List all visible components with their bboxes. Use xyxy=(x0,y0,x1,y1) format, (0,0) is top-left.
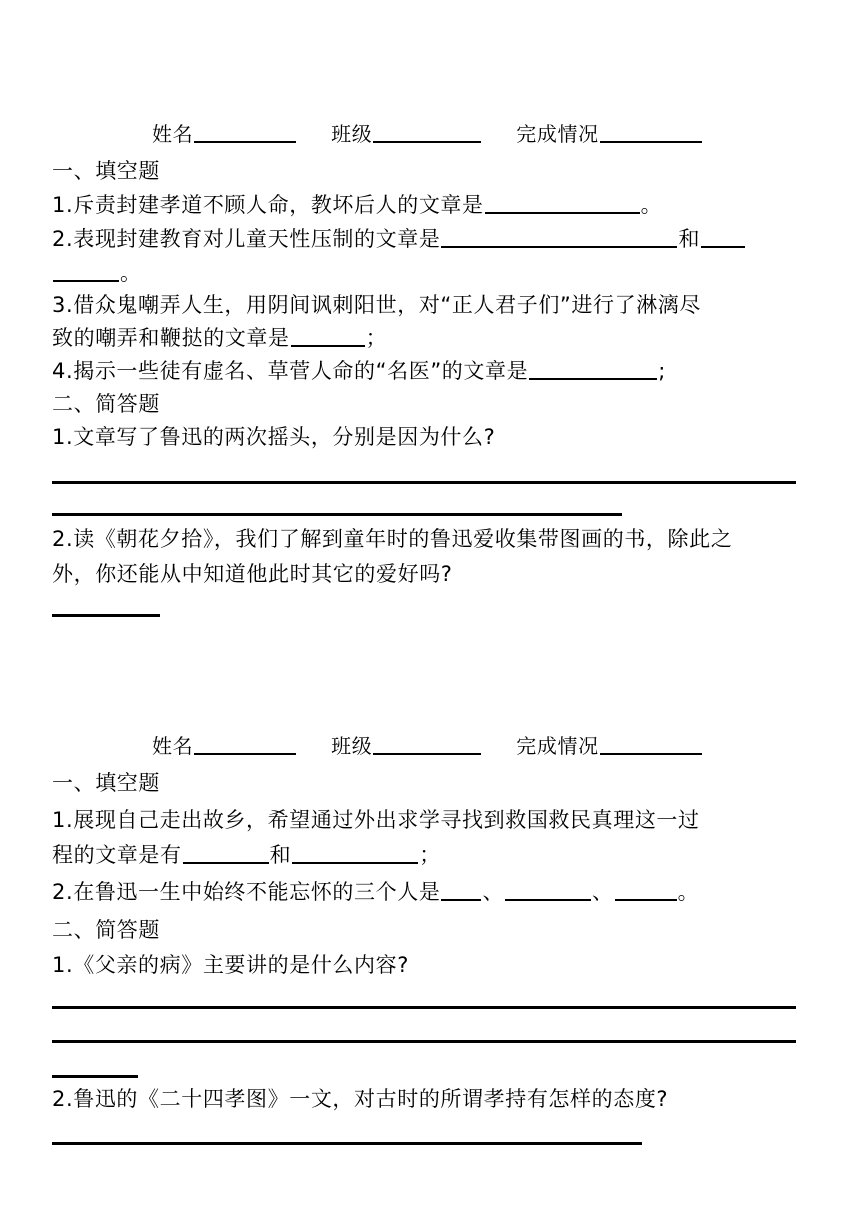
question-2-1: 1.文章写了鲁迅的两次摇头，分别是因为什么? xyxy=(52,425,496,449)
name-blank[interactable] xyxy=(194,141,296,143)
answer-line[interactable] xyxy=(52,614,160,617)
answer-line[interactable] xyxy=(52,481,796,484)
answer-line[interactable] xyxy=(52,1006,796,1009)
answer-blank[interactable] xyxy=(441,899,481,901)
question-1-1-cont: 程的文章是有 和 ； xyxy=(52,843,441,867)
class-label: 班级 xyxy=(331,122,373,146)
answer-line[interactable] xyxy=(52,1075,138,1078)
answer-blank[interactable] xyxy=(485,212,640,214)
name-blank[interactable] xyxy=(194,753,296,755)
answer-blank[interactable] xyxy=(505,899,591,901)
question-1-2: 2.表现封建教育对儿童天性压制的文章是 和 xyxy=(52,225,746,253)
class-label: 班级 xyxy=(331,734,373,758)
question-1-2-cont: 。 xyxy=(52,259,142,287)
section-heading-fill-in: 一、填空题 xyxy=(52,771,160,795)
answer-blank[interactable] xyxy=(291,345,365,347)
question-2-1: 1.《父亲的病》主要讲的是什么内容? xyxy=(52,953,409,977)
answer-line[interactable] xyxy=(52,1142,642,1145)
question-1-4: 4.揭示一些徒有虚名、草菅人命的“名医”的文章是 ; xyxy=(52,359,666,383)
status-blank[interactable] xyxy=(600,141,702,143)
class-blank[interactable] xyxy=(373,753,481,755)
question-1-3: 3.借众鬼嘲弄人生，用阴间讽刺阳世，对“正人君子们”进行了淋漓尽 xyxy=(52,293,701,317)
name-label: 姓名 xyxy=(152,122,194,146)
student-info-header xyxy=(152,732,703,760)
answer-blank[interactable] xyxy=(701,246,745,248)
question-2-2: 2.鲁迅的《二十四孝图》一文，对古时的所谓孝持有怎样的态度? xyxy=(52,1087,669,1111)
section-heading-short-answer: 二、简答题 xyxy=(52,392,160,416)
question-2-2: 2.读《朝花夕拾》，我们了解到童年时的鲁迅爱收集带图画的书，除此之 xyxy=(52,527,733,551)
answer-blank[interactable] xyxy=(529,378,657,380)
question-1-1: 1.斥责封建孝道不顾人命，教坏后人的文章是 。 xyxy=(52,193,663,217)
answer-blank[interactable] xyxy=(53,280,119,282)
answer-blank[interactable] xyxy=(441,246,677,248)
section-heading-short-answer: 二、简答题 xyxy=(52,918,160,942)
answer-blank[interactable] xyxy=(292,862,418,864)
class-blank[interactable] xyxy=(373,141,481,143)
answer-blank[interactable] xyxy=(183,862,269,864)
status-label: 完成情况 xyxy=(516,734,599,758)
question-1-3-cont: 致的嘲弄和鞭挞的文章是 ； xyxy=(52,326,388,350)
question-1-2: 2.在鲁迅一生中始终不能忘怀的三个人是 、 、 。 xyxy=(52,880,700,904)
question-1-1: 1.展现自己走出故乡，希望通过外出求学寻找到救国救民真理这一过 xyxy=(52,808,700,832)
answer-line[interactable] xyxy=(52,513,622,516)
name-label: 姓名 xyxy=(152,734,194,758)
answer-line[interactable] xyxy=(52,1040,796,1043)
answer-blank[interactable] xyxy=(615,899,677,901)
student-info-header xyxy=(152,120,703,148)
status-label: 完成情况 xyxy=(516,122,599,146)
question-2-2-cont: 外，你还能从中知道他此时其它的爱好吗? xyxy=(52,562,453,586)
section-heading-fill-in: 一、填空题 xyxy=(52,159,160,183)
status-blank[interactable] xyxy=(600,753,702,755)
